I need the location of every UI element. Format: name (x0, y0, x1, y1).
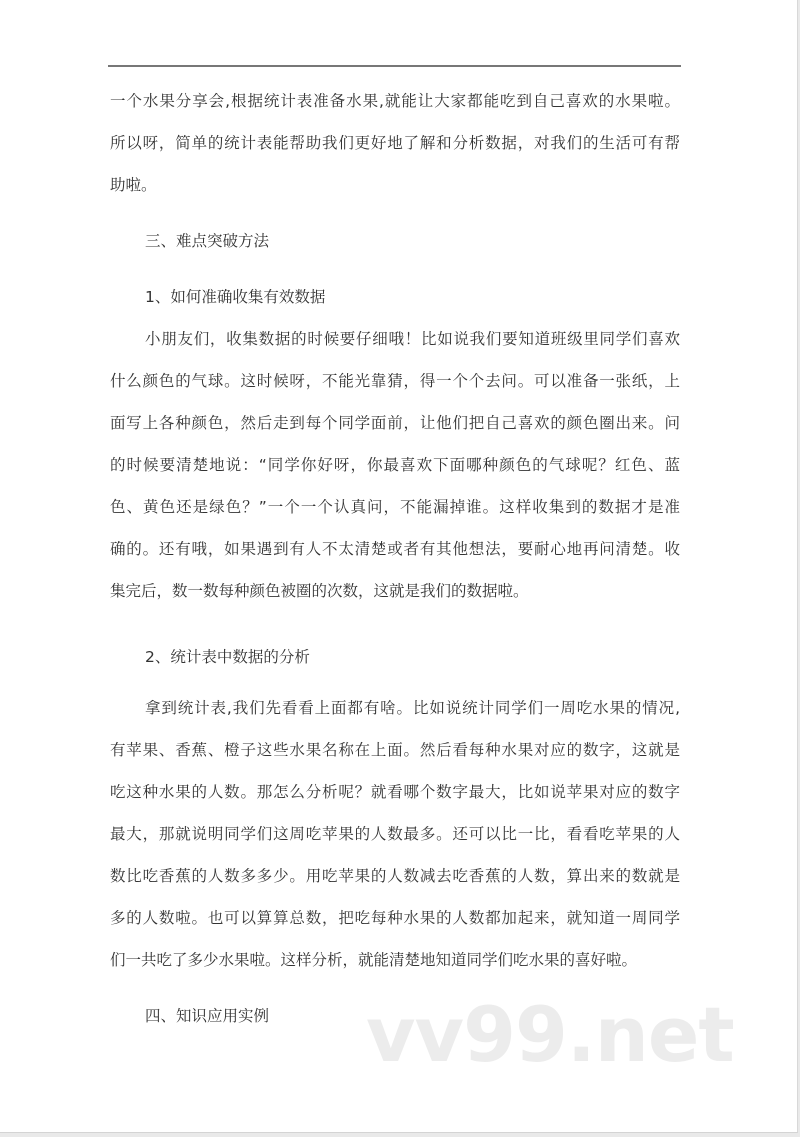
paragraph-line: 们一共吃了多少水果啦。这样分析，就能清楚地知道同学们吃水果的喜好啦。 (110, 951, 638, 969)
paragraph-line: 拿到统计表,我们先看看上面都有啥。比如说统计同学们一周吃水果的情况, (145, 699, 680, 717)
paragraph-line: 确的。还有哦，如果遇到有人不太清楚或者有其他想法，要耐心地再问清楚。收 (110, 540, 680, 558)
section-heading: 四、知识应用实例 (145, 1007, 270, 1025)
paragraph-line: 吃这种水果的人数。那怎么分析呢？就看哪个数字最大，比如说苹果对应的数字 (110, 783, 680, 801)
paragraph-line: 数比吃香蕉的人数多多少。用吃苹果的人数减去吃香蕉的人数，算出来的数就是 (110, 867, 680, 885)
subsection-heading: 1、如何准确收集有效数据 (145, 288, 326, 306)
paragraph-line: 所以呀，简单的统计表能帮助我们更好地了解和分析数据，对我们的生活可有帮 (110, 134, 680, 152)
paragraph-line: 一个水果分享会,根据统计表准备水果,就能让大家都能吃到自己喜欢的水果啦。 (110, 92, 680, 110)
paragraph-line: 多的人数啦。也可以算算总数，把吃每种水果的人数都加起来，就知道一周同学 (110, 909, 680, 927)
paragraph-line: 集完后，数一数每种颜色被圈的次数，这就是我们的数据啦。 (110, 582, 529, 600)
paragraph-line: 最大，那就说明同学们这周吃苹果的人数最多。还可以比一比，看看吃苹果的人 (110, 825, 680, 843)
paragraph-line: 色、黄色还是绿色？”一个一个认真问，不能漏掉谁。这样收集到的数据才是准 (110, 498, 680, 516)
paragraph-line: 小朋友们，收集数据的时候要仔细哦！比如说我们要知道班级里同学们喜欢 (145, 330, 680, 348)
subsection-heading: 2、统计表中数据的分析 (145, 648, 310, 666)
section-heading: 三、难点突破方法 (145, 232, 270, 250)
header-rule (108, 65, 681, 67)
paragraph-line: 助啦。 (110, 176, 157, 194)
watermark: vv99.net (366, 990, 734, 1079)
paragraph-line: 什么颜色的气球。这时候呀，不能光靠猜，得一个个去问。可以准备一张纸，上 (110, 372, 680, 390)
paragraph-line: 面写上各种颜色，然后走到每个同学面前，让他们把自己喜欢的颜色圈出来。问 (110, 414, 680, 432)
paragraph-line: 的时候要清楚地说：“同学你好呀，你最喜欢下面哪种颜色的气球呢？红色、蓝 (110, 456, 680, 474)
paragraph-line: 有苹果、香蕉、橙子这些水果名称在上面。然后看每种水果对应的数字，这就是 (110, 741, 680, 759)
